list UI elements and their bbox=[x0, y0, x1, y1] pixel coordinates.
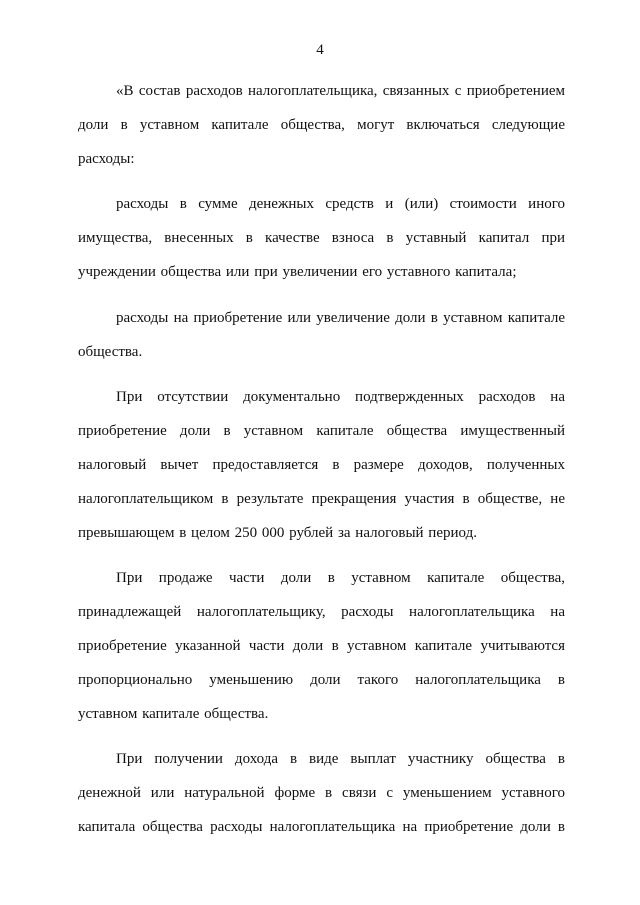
paragraph-1: «В состав расходов налогоплательщика, связанных с приобретением доли в уставном капитале общества, могут включаться следующие расходы: bbox=[78, 83, 565, 167]
paragraph-5: При продаже части доли в уставном капитале общества, принадлежащей налогоплательщику, расходы налогоплательщика на приобретение указанной части доли в уставном капитале учитываются пропорционально уменьшению доли такого налогоплательщика в уставном капитале общества. bbox=[78, 570, 565, 722]
document-body bbox=[78, 75, 565, 857]
page-number: 4 bbox=[316, 42, 324, 58]
paragraph-2: расходы в сумме денежных средств и (или) стоимости иного имущества, внесенных в качестве взноса в уставный капитал при учреждении общества или при увеличении его уставного капитала; bbox=[78, 196, 565, 280]
paragraph-3: расходы на приобретение или увеличение доли в уставном капитале общества. bbox=[78, 309, 565, 360]
paragraph-4: При отсутствии документально подтвержденных расходов на приобретение доли в уставном капитале общества имущественный налоговый вычет предоставляется в размере доходов, полученных налогоплательщиком в результате прекращения участия в обществе, не превышающем в целом 250 000 рублей за налоговый период. bbox=[78, 389, 565, 541]
paragraph-6: При получении дохода в виде выплат участнику общества в денежной или натуральной форме в связи с уменьшением уставного капитала общества расходы налогоплательщика на приобретение доли в bbox=[78, 751, 565, 835]
